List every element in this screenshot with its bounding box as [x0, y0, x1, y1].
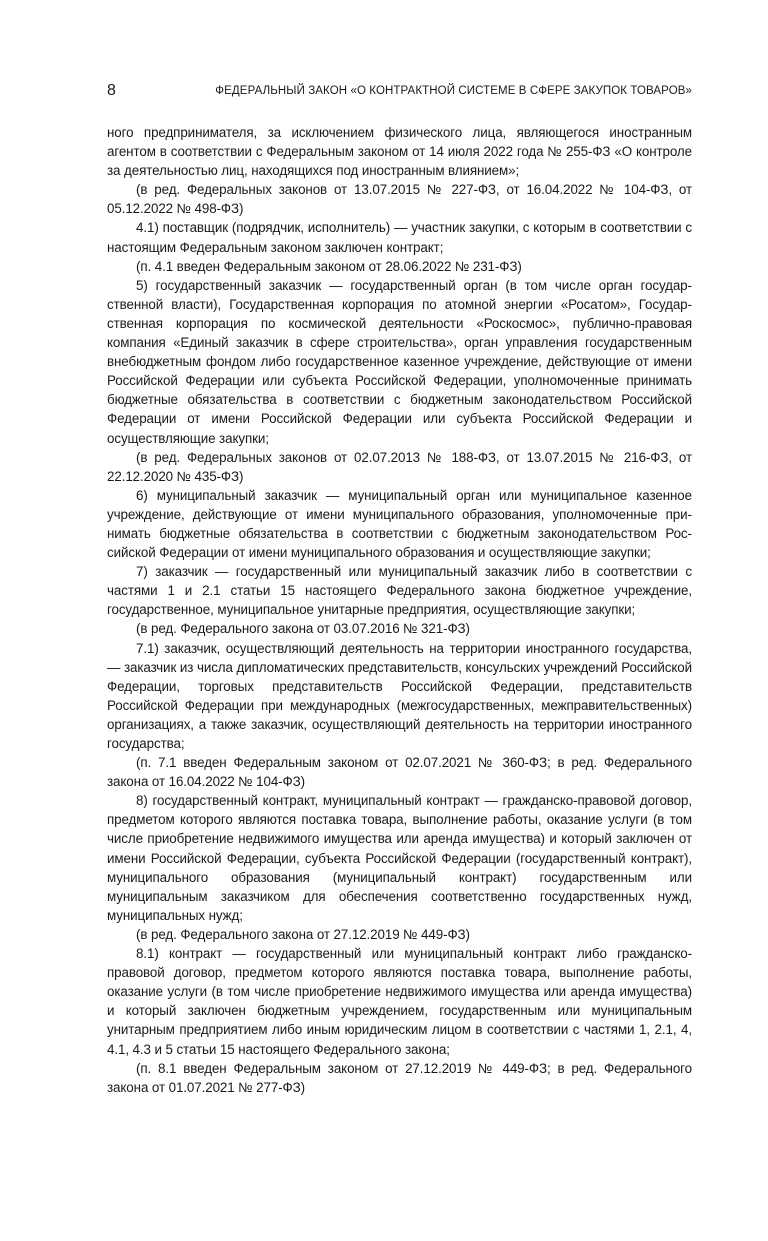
clause-7: 7) заказчик — государственный или муниципальный заказчик либо в соответствии с частями 1 и 2.1 статьи 15 настоящего Федерального закона бюджетное учреждение, государственное, муниципальное унитарные предприятия, осуществляющие закупки;	[107, 564, 692, 618]
amendment-note: (в ред. Федерального закона от 27.12.2019 № 449-ФЗ)	[136, 926, 470, 942]
amendment-note: (в ред. Федеральных законов от 02.07.2013 № 188-ФЗ, от 13.07.2015 № 216-ФЗ, от 22.12.2020 № 435-ФЗ)	[107, 449, 692, 484]
amendment-note: (п. 7.1 введен Федеральным законом от 02.07.2021 № 360-ФЗ; в ред. Федерального закона от 16.04.2022 № 104-ФЗ)	[107, 755, 692, 790]
paragraph-continuation: ного предпринимателя, за исключением физического лица, являющегося иностранным агентом в соответствии с Федеральным законом от 14 июля 2022 года № 255-ФЗ «О контроле за деятельностью лиц, находящихся под иностранным влиянием»;	[107, 125, 692, 179]
page-number: 8	[107, 82, 116, 99]
clause-5: 5) государственный заказчик — государственный орган (в том числе орган государственной власти), Государственная корпорация по атомной энергии «Росатом», Государственная корпорация по космической деятельности «Роскосмос», публично-правовая компания «Единый заказчик в сфере строительства», орган управления государственным внебюджетным фондом либо государственное казенное учреждение, действующие от имени Российской Федерации или субъекта Российской Федерации, уполномоченные принимать бюджетные обязательства в соответствии с бюджетным законодательством Российской Федерации от имени Российской Федерации или субъекта Российской Федерации и осуществляющие закупки;	[107, 277, 692, 446]
clause-8: 8) государственный контракт, муниципальный контракт — гражданско-правовой договор, предметом которого являются поставка товара, выполнение работы, оказание услуги (в том числе приобретение недвижимого имущества или аренда имущества) и который заключен от имени Российской Федерации, субъекта Российской Федерации (государственный контракт), муниципального образования (муниципальный контракт) государственным или муниципальным заказчиком для обеспечения соответственно государственных нужд, муниципальных нужд;	[107, 793, 692, 923]
running-title: ФЕДЕРАЛЬНЫЙ ЗАКОН «О КОНТРАКТНОЙ СИСТЕМЕ В СФЕРЕ ЗАКУПОК ТОВАРОВ»	[215, 85, 692, 97]
clause-4-1: 4.1) поставщик (подрядчик, исполнитель) — участник закупки, с которым в соответствии с настоящим Федеральным законом заключен контракт;	[107, 220, 692, 255]
amendment-note: (п. 4.1 введен Федеральным законом от 28.06.2022 № 231-ФЗ)	[136, 258, 522, 274]
amendment-note: (в ред. Федерального закона от 03.07.2016 № 321-ФЗ)	[136, 621, 470, 637]
page-header	[107, 80, 692, 102]
amendment-note: (в ред. Федеральных законов от 13.07.2015 № 227-ФЗ, от 16.04.2022 № 104-ФЗ, от 05.12.2022 № 498-ФЗ)	[107, 182, 692, 217]
clause-8-1: 8.1) контракт — государственный или муниципальный контракт либо гражданско-правовой договор, предметом которого являются поставка товара, выполнение работы, оказание услуги (в том числе приобретение недвижимого имущества или аренда имущества) и который заключен бюджетным учреждением, государственным или муниципальным унитарным предприятием либо иным юридическим лицом в соответствии с частями 1, 2.1, 4, 4.1, 4.3 и 5 статьи 15 настоящего Федерального закона;	[107, 946, 692, 1057]
clause-7-1: 7.1) заказчик, осуществляющий деятельность на территории иностранного государства, — заказчик из числа дипломатических представительств, консульских учреждений Российской Федерации, торговых представительств Российской Федерации, представительств Российской Федерации при международных (межгосударственных, межправительственных) организациях, а также заказчик, осуществляющий деятельность на территории иностранного государства;	[107, 640, 692, 751]
amendment-note: (п. 8.1 введен Федеральным законом от 27.12.2019 № 449-ФЗ; в ред. Федерального закона от 01.07.2021 № 277-ФЗ)	[107, 1060, 692, 1095]
clause-6: 6) муниципальный заказчик — муниципальный орган или муниципальное казенное учреждение, действующие от имени муниципального образования, уполномоченные принимать бюджетные обязательства в соответствии с бюджетным законодательством Российской Федерации от имени муниципального образования и осуществляющие закупки;	[107, 487, 692, 561]
body-text	[107, 123, 692, 1097]
